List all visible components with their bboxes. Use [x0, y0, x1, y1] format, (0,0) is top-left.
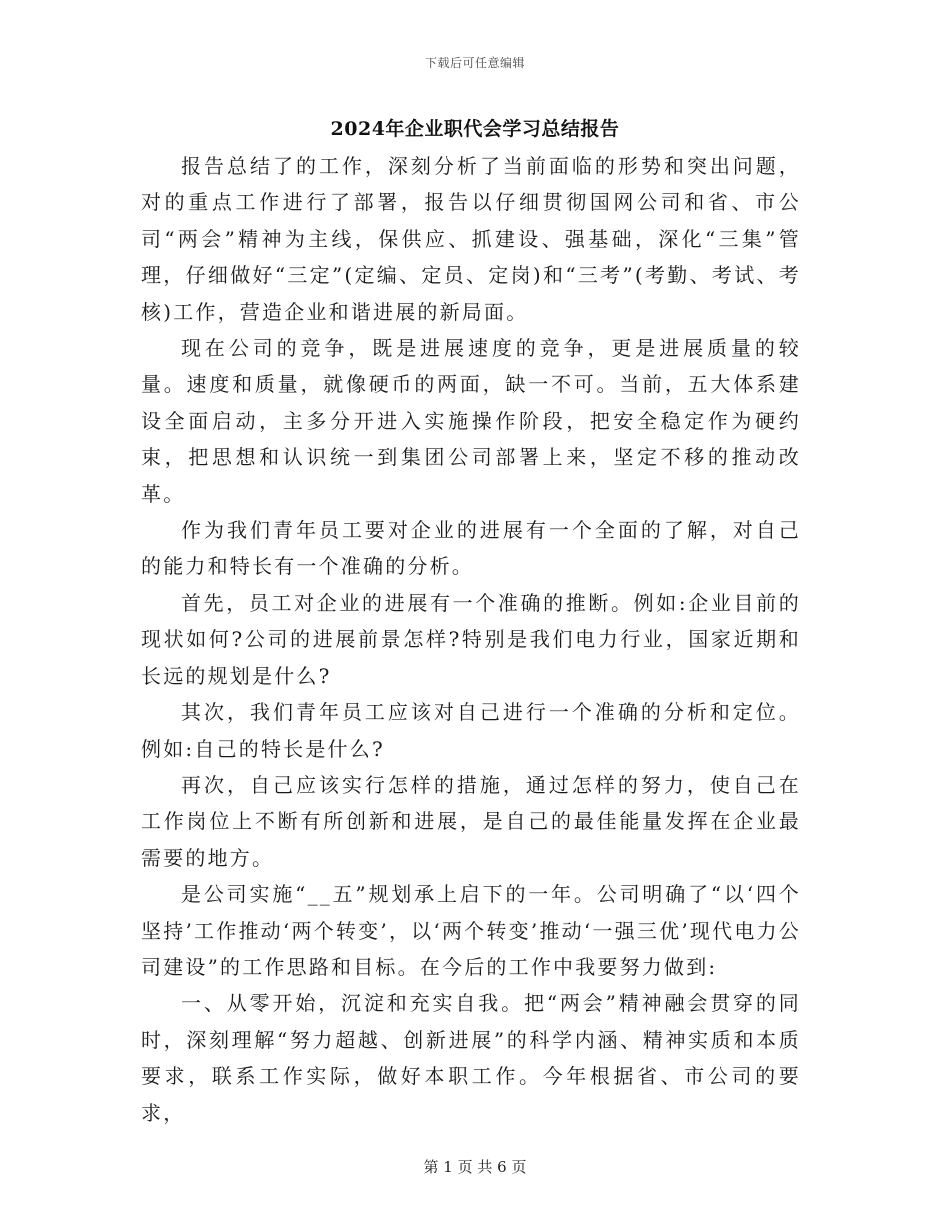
document-title: 2024年企业职代会学习总结报告: [330, 118, 620, 140]
paragraph-6: 再次，自己应该实行怎样的措施，通过怎样的努力，使自己在工作岗位上不断有所创新和进展，是自己的最佳能量发挥在企业最需要的地方。: [141, 772, 801, 870]
page-number: 第 1 页 共 6 页: [423, 1158, 527, 1176]
paragraph-1: 报告总结了的工作，深刻分析了当前面临的形势和突出问题，对的重点工作进行了部署，报告以仔细贯彻国网公司和省、市公司“两会”精神为主线，保供应、抓建设、强基础，深化“三集”管理，仔细做好“三定”(定编、定员、定岗)和“三考”(考勤、考试、考核)工作，营造企业和谐进展的新局面。: [141, 154, 801, 324]
paragraph-8: 一、从零开始，沉淀和充实自我。把“两会”精神融会贯穿的同时，深刻理解“努力超越、创新进展”的科学内涵、精神实质和本质要求，联系工作实际，做好本职工作。今年根据省、市公司的要求，: [141, 991, 801, 1125]
paragraph-4: 首先，员工对企业的进展有一个准确的推断。例如:企业目前的现状如何?公司的进展前景怎样?特别是我们电力行业，国家近期和长远的规划是什么?: [141, 590, 801, 688]
paragraph-5: 其次，我们青年员工应该对自己进行一个准确的分析和定位。例如:自己的特长是什么?: [141, 700, 801, 761]
document-body: [141, 148, 801, 1131]
paragraph-7: 是公司实施“__五”规划承上启下的一年。公司明确了“以‘四个坚持’工作推动‘两个转变’，以‘两个转变’推动‘一强三优’现代电力公司建设”的工作思路和目标。在今后的工作中我要努力做到:: [141, 882, 801, 979]
paragraph-2: 现在公司的竞争，既是进展速度的竞争，更是进展质量的较量。速度和质量，就像硬币的两面，缺一不可。当前，五大体系建设全面启动，主多分开进入实施操作阶段，把安全稳定作为硬约束，把思想和认识统一到集团公司部署上来，坚定不移的推动改革。: [141, 336, 801, 506]
header-note: 下载后可任意编辑: [424, 56, 525, 70]
paragraph-3: 作为我们青年员工要对企业的进展有一个全面的了解，对自己的能力和特长有一个准确的分析。: [141, 518, 801, 579]
